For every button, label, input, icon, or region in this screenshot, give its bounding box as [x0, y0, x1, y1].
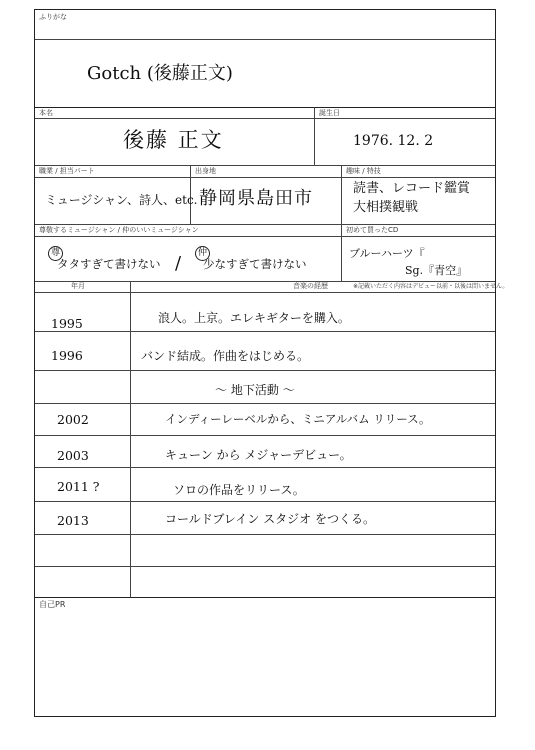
rule: [130, 281, 131, 597]
separator: /: [175, 253, 182, 274]
history-event: 浪人。上京。エレキギターを購入。: [158, 311, 350, 325]
history-event: コールドブレイン スタジオ をつくる。: [165, 512, 375, 526]
history-event: 〜 地下活動 〜: [215, 383, 295, 397]
history-note: ※記載いただく内容はデビュー以前・以後は問いません。: [353, 283, 509, 290]
birthday-entry: 1976. 12. 2: [353, 133, 434, 149]
rule: [35, 467, 495, 468]
rule: [35, 597, 495, 598]
rule: [35, 281, 495, 282]
rule: [35, 177, 495, 178]
pr-label: 自己PR: [39, 600, 66, 609]
rule: [35, 224, 495, 225]
profile-sheet: [34, 9, 509, 717]
history-label: 音楽の経歴: [293, 282, 328, 290]
history-event: キューン から メジャーデビュー。: [165, 448, 352, 462]
history-year: 2002: [57, 412, 89, 427]
rule: [35, 107, 495, 108]
birthplace-label: 出身地: [195, 167, 216, 175]
birthplace-entry: 静岡県島田市: [199, 188, 313, 209]
respected-mark: 尊: [48, 246, 63, 261]
honmyo-label: 本名: [39, 109, 53, 117]
furigana-label: ふりがな: [39, 13, 67, 21]
rule: [35, 534, 495, 535]
rule: [35, 236, 495, 237]
history-event: バンド結成。作曲をはじめる。: [141, 349, 310, 363]
rule: [35, 292, 495, 293]
history-event: ソロの作品をリリース。: [173, 483, 305, 497]
rule: [314, 107, 315, 165]
history-year: 2003: [57, 448, 89, 463]
history-year: 1996: [51, 348, 83, 363]
history-year: 2011 ?: [57, 479, 100, 494]
nickname-entry: Gotch (後藤正文): [87, 63, 233, 84]
rule: [35, 501, 495, 502]
hobby-label: 趣味 / 特技: [346, 167, 381, 175]
occupation-label: 職業 / 担当パート: [39, 167, 95, 175]
birthday-label: 誕生日: [319, 109, 340, 117]
respected-label: 尊敬するミュージシャン / 仲のいいミュージシャン: [39, 226, 199, 234]
rule: [35, 566, 495, 567]
first-cd-entry-line2: Sg.『青空』: [405, 264, 468, 277]
year-label: 年月: [71, 282, 85, 290]
rule: [341, 165, 342, 224]
occupation-entry: ミュージシャン、詩人、etc.: [45, 193, 198, 207]
rule: [35, 370, 495, 371]
first-cd-entry-line1: ブルーハーツ『: [349, 247, 425, 260]
honmyo-entry: 後藤 正文: [123, 128, 224, 152]
hobby-entry-line2: 大相撲観戦: [353, 200, 419, 215]
rule: [35, 165, 495, 166]
history-year: 2013: [57, 513, 89, 528]
rule: [35, 435, 495, 436]
friends-entry: 少なすぎて書けない: [203, 257, 307, 271]
respected-entry: タタすぎて書けない: [57, 257, 161, 271]
friends-mark: 仲: [195, 246, 210, 261]
hobby-entry-line1: 読書、レコード鑑賞: [353, 181, 471, 196]
rule: [35, 39, 495, 40]
rule: [35, 331, 495, 332]
rule: [35, 118, 495, 119]
history-event: インディーレーベルから、ミニアルバム リリース。: [165, 412, 431, 426]
rule: [35, 403, 495, 404]
first-cd-label: 初めて買ったCD: [346, 226, 399, 234]
rule: [341, 224, 342, 281]
history-year: 1995: [51, 316, 83, 331]
